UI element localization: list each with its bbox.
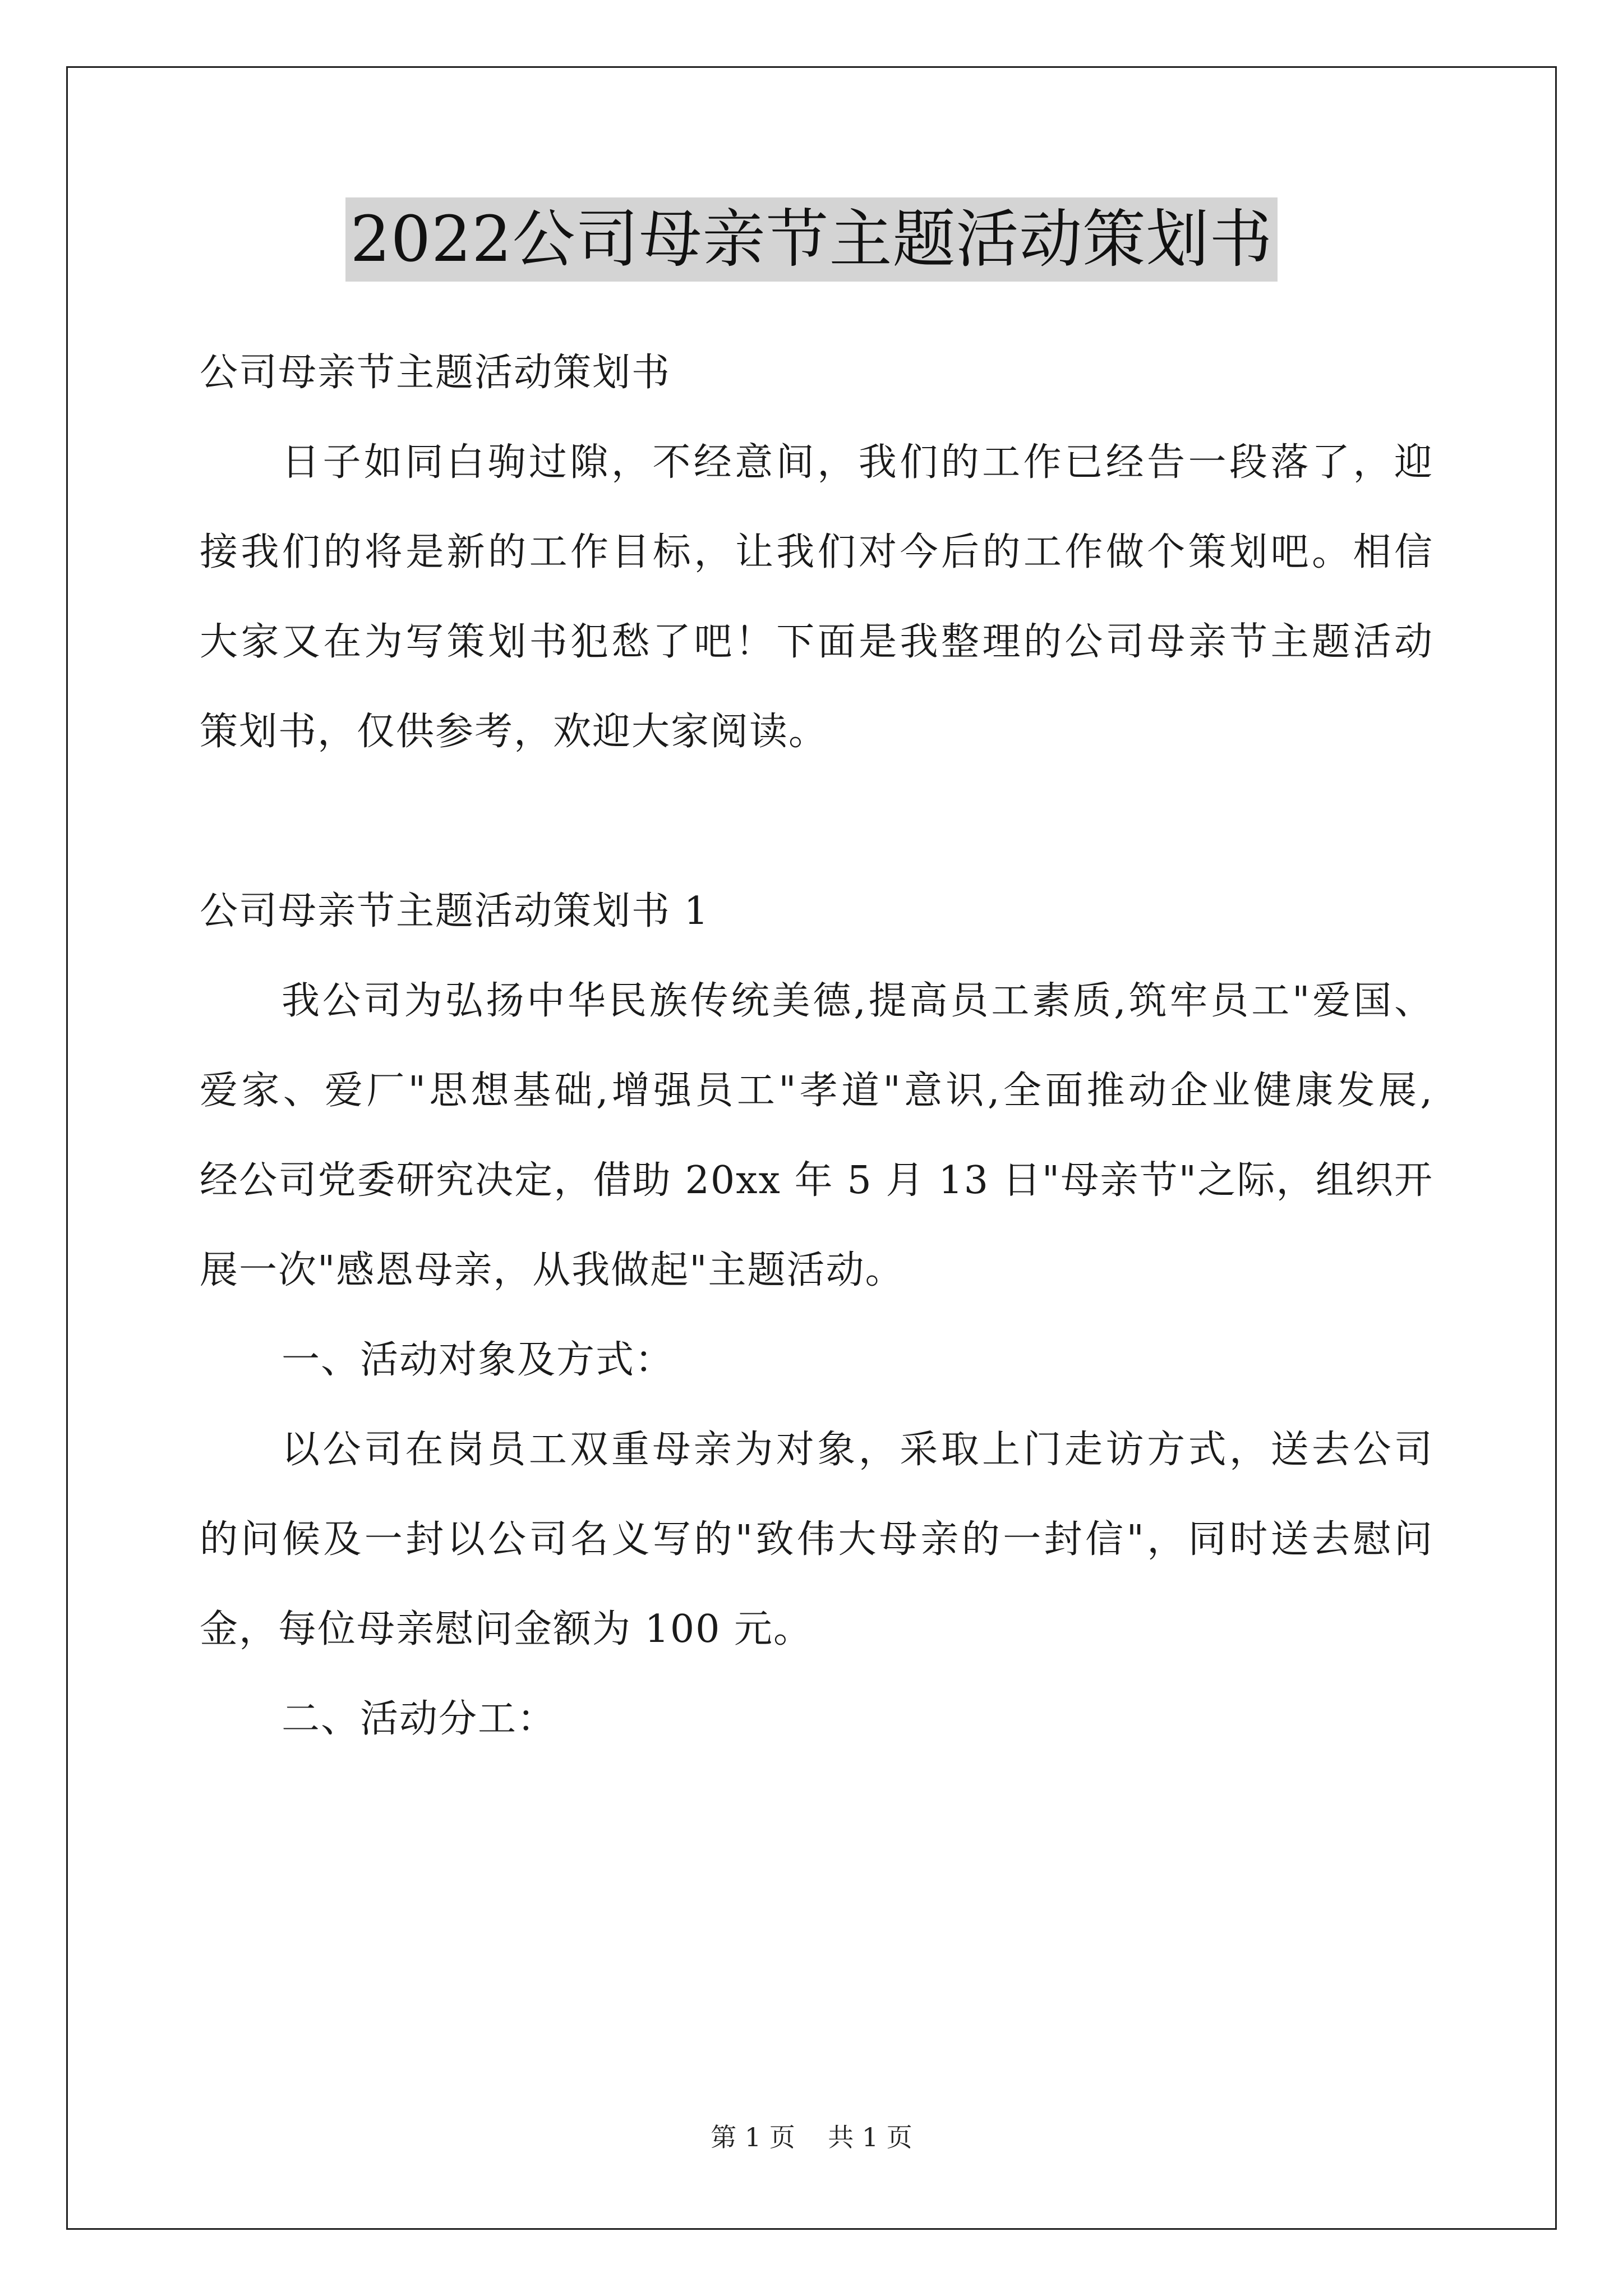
page-number-total: 共 1 页 [828,2122,912,2152]
paragraph-line: 爱家、爱厂"思想基础,增强员工"孝道"意识,全面推动企业健康发展, [200,1069,1433,1113]
list-heading: 一、活动对象及方式： [282,1338,675,1382]
paragraph-line: 日子如同白驹过隙，不经意间，我们的工作已经告一段落了，迎 [282,440,1433,485]
title-container [0,197,1623,282]
section-heading: 公司母亲节主题活动策划书 [200,351,671,395]
list-heading: 二、活动分工： [282,1697,557,1741]
paragraph-line: 经公司党委研究决定，借助 20xx 年 5 月 13 日"母亲节"之际，组织开 [200,1158,1433,1203]
page-footer [0,2120,1623,2154]
paragraph-line: 大家又在为写策划书犯愁了吧！下面是我整理的公司母亲节主题活动 [200,620,1433,664]
paragraph-line: 策划书，仅供参考，欢迎大家阅读。 [200,710,828,754]
section-heading: 公司母亲节主题活动策划书 1 [200,889,709,933]
paragraph-line: 接我们的将是新的工作目标，让我们对今后的工作做个策划吧。相信 [200,530,1433,574]
paragraph-line: 我公司为弘扬中华民族传统美德,提高员工素质,筑牢员工"爱国、 [282,979,1433,1023]
paragraph-gap [200,777,1433,867]
paragraph-line: 展一次"感恩母亲，从我做起"主题活动。 [200,1248,905,1292]
paragraph-line: 金，每位母亲慰问金额为 100 元。 [200,1607,813,1651]
page-number-current: 第 1 页 [711,2122,795,2152]
paragraph-line: 的问候及一封以公司名义写的"致伟大母亲的一封信"，同时送去慰问 [200,1517,1433,1562]
document-body [200,328,1433,1764]
document-title: 2022公司母亲节主题活动策划书 [345,197,1277,282]
paragraph-line: 以公司在岗员工双重母亲为对象，采取上门走访方式，送去公司 [282,1428,1433,1472]
